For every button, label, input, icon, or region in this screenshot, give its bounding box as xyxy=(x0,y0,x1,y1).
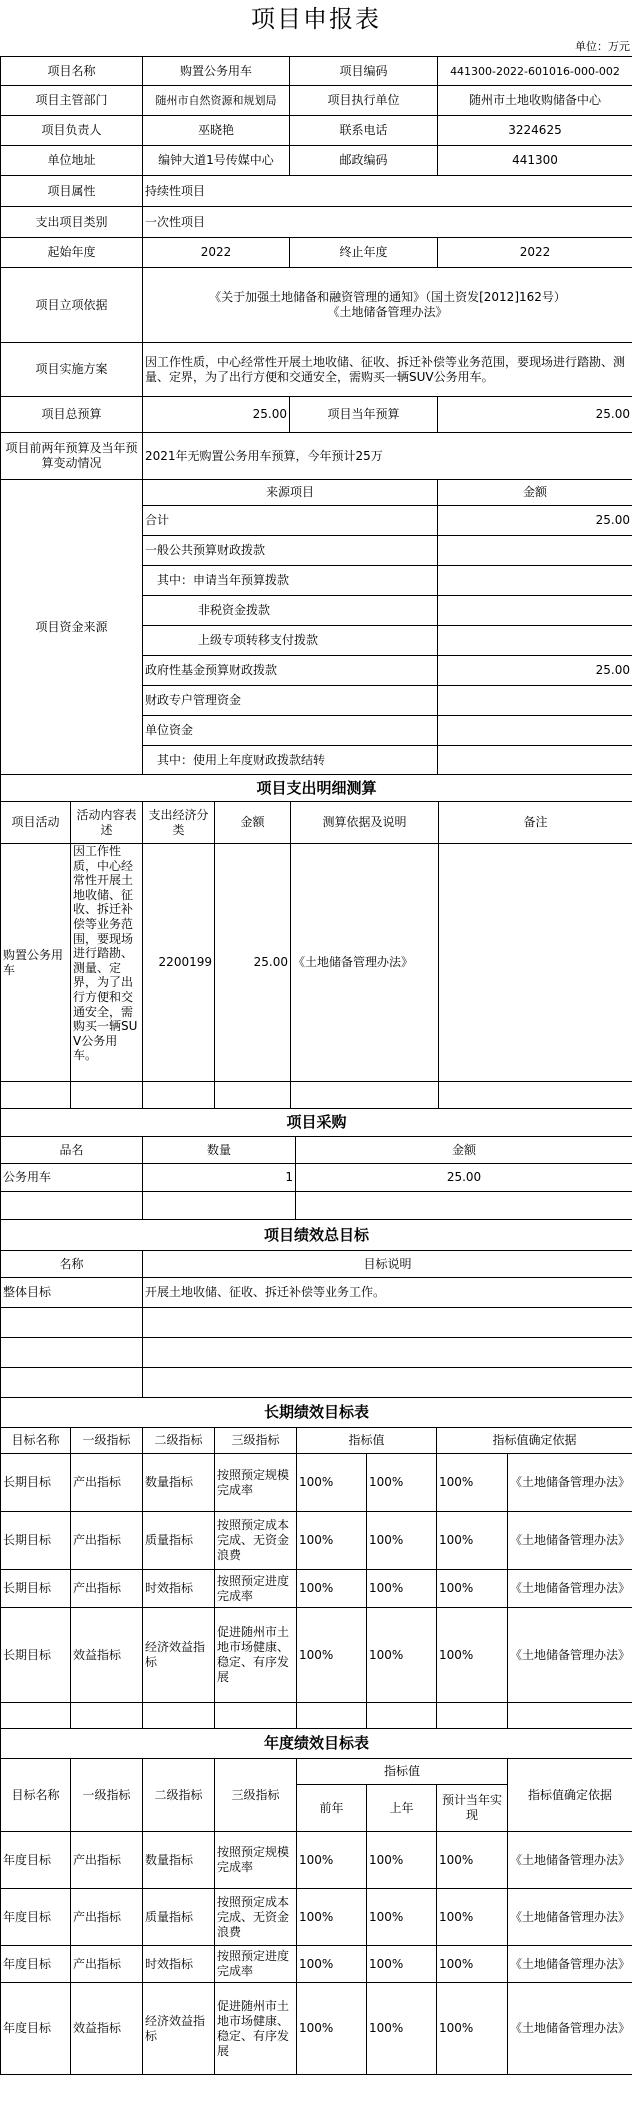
lt-level3: 按照预定进度完成率 xyxy=(215,1570,297,1608)
project-name-value: 购置公务用车 xyxy=(143,57,290,86)
detail-empty-cell xyxy=(71,1082,143,1109)
dept-label: 项目主管部门 xyxy=(1,86,143,116)
lt-level3: 按照预定规模完成率 xyxy=(215,1454,297,1512)
an-level3: 按照预定成本完成、无资金浪费 xyxy=(215,1889,297,1946)
longterm-header: 指标值 xyxy=(297,1428,437,1454)
annual-goal-table xyxy=(0,1728,632,2075)
unit-label: 单位：万元 xyxy=(575,40,630,53)
an-level1: 效益指标 xyxy=(71,1983,143,2075)
annual-subheader: 上年 xyxy=(367,1785,437,1832)
an-value: 100% xyxy=(437,1946,508,1983)
lt-value: 100% xyxy=(437,1570,508,1608)
start-year-value: 2022 xyxy=(143,238,290,268)
detail-econ-class: 2200199 xyxy=(143,844,215,1082)
detail-remark xyxy=(439,844,632,1082)
an-value: 100% xyxy=(297,1946,367,1983)
purchase-header: 品名 xyxy=(1,1137,143,1164)
funding-row-amount: 25.00 xyxy=(438,656,632,686)
lt-level2: 数量指标 xyxy=(143,1454,215,1512)
an-level1: 产出指标 xyxy=(71,1946,143,1983)
purchase-table xyxy=(0,1108,632,1220)
address-value: 编钟大道1号传媒中心 xyxy=(143,146,290,176)
an-goal: 年度目标 xyxy=(1,1889,71,1946)
exec-unit-label: 项目执行单位 xyxy=(290,86,438,116)
category-label: 支出项目类别 xyxy=(1,207,143,238)
lt-level2: 经济效益指标 xyxy=(143,1608,215,1703)
funding-source-label: 项目资金来源 xyxy=(1,480,143,775)
an-value: 100% xyxy=(297,1889,367,1946)
lt-empty-cell xyxy=(508,1703,632,1729)
lt-empty-cell xyxy=(71,1703,143,1729)
exec-unit-value: 随州市土地收购储备中心 xyxy=(438,86,632,116)
purchase-qty: 1 xyxy=(143,1164,296,1192)
lt-empty-cell xyxy=(367,1703,437,1729)
detail-empty-cell xyxy=(291,1082,439,1109)
purchase-empty-cell xyxy=(143,1192,296,1220)
funding-source-header: 来源项目 xyxy=(143,480,438,506)
funding-row-amount xyxy=(438,566,632,596)
an-level2: 数量指标 xyxy=(143,1832,215,1889)
annual-header: 目标名称 xyxy=(1,1759,71,1832)
lt-empty-cell xyxy=(437,1703,508,1729)
year-budget-value: 25.00 xyxy=(438,397,632,433)
detail-basis: 《土地储备管理办法》 xyxy=(291,844,439,1082)
funding-row-amount xyxy=(438,596,632,626)
purchase-empty-cell xyxy=(296,1192,632,1220)
basis-line-2: 《土地储备管理办法》 xyxy=(327,305,448,319)
overall-desc-header: 目标说明 xyxy=(143,1251,632,1278)
page-title: 项目申报表 xyxy=(251,5,381,33)
lt-empty-cell xyxy=(297,1703,367,1729)
annual-header: 指标值确定依据 xyxy=(508,1759,632,1832)
funding-row-amount xyxy=(438,626,632,656)
lt-empty-cell xyxy=(1,1703,71,1729)
detail-header: 支出经济分类 xyxy=(143,802,215,844)
funding-row-amount xyxy=(438,686,632,716)
an-level2: 经济效益指标 xyxy=(143,1983,215,2075)
overall-goal-title: 项目绩效总目标 xyxy=(1,1220,632,1251)
lt-goal: 长期目标 xyxy=(1,1454,71,1512)
purchase-header: 金额 xyxy=(296,1137,632,1164)
an-goal: 年度目标 xyxy=(1,1832,71,1889)
lt-goal: 长期目标 xyxy=(1,1512,71,1570)
overall-empty-cell xyxy=(1,1338,143,1368)
address-label: 单位地址 xyxy=(1,146,143,176)
funding-row-amount xyxy=(438,746,632,775)
project-code-label: 项目编码 xyxy=(290,57,438,86)
funding-row-amount xyxy=(438,536,632,566)
longterm-goal-table xyxy=(0,1397,632,1729)
longterm-header: 一级指标 xyxy=(71,1428,143,1454)
annual-title: 年度绩效目标表 xyxy=(1,1729,632,1759)
detail-header: 活动内容表述 xyxy=(71,802,143,844)
lt-value: 100% xyxy=(297,1454,367,1512)
overall-goal-table xyxy=(0,1219,632,1398)
start-year-label: 起始年度 xyxy=(1,238,143,268)
basis-label: 项目立项依据 xyxy=(1,268,143,343)
detail-header: 测算依据及说明 xyxy=(291,802,439,844)
postcode-value: 441300 xyxy=(438,146,632,176)
detail-header: 金额 xyxy=(215,802,291,844)
total-budget-value: 25.00 xyxy=(143,397,290,433)
attribute-value: 持续性项目 xyxy=(143,176,632,207)
lt-level1: 产出指标 xyxy=(71,1570,143,1608)
lt-empty-cell xyxy=(143,1703,215,1729)
purchase-amount: 25.00 xyxy=(296,1164,632,1192)
an-level2: 时效指标 xyxy=(143,1946,215,1983)
funding-row-amount: 25.00 xyxy=(438,506,632,536)
funding-row-name: 合计 xyxy=(143,506,438,536)
category-value: 一次性项目 xyxy=(143,207,632,238)
an-basis: 《土地储备管理办法》 xyxy=(508,1983,632,2075)
lt-value: 100% xyxy=(297,1570,367,1608)
an-value: 100% xyxy=(437,1983,508,2075)
an-value: 100% xyxy=(297,1983,367,2075)
year-budget-label: 项目当年预算 xyxy=(290,397,438,433)
purchase-item: 公务用车 xyxy=(1,1164,143,1192)
basic-info-table xyxy=(0,56,632,480)
overall-goal-name: 整体目标 xyxy=(1,1278,143,1308)
annual-header: 一级指标 xyxy=(71,1759,143,1832)
leader-value: 巫晓艳 xyxy=(143,116,290,146)
an-level1: 产出指标 xyxy=(71,1889,143,1946)
lt-goal: 长期目标 xyxy=(1,1608,71,1703)
an-basis: 《土地储备管理办法》 xyxy=(508,1946,632,1983)
phone-label: 联系电话 xyxy=(290,116,438,146)
lt-level3: 按照预定成本完成、无资金浪费 xyxy=(215,1512,297,1570)
an-value: 100% xyxy=(367,1832,437,1889)
annual-header: 三级指标 xyxy=(215,1759,297,1832)
overall-name-header: 名称 xyxy=(1,1251,143,1278)
lt-value: 100% xyxy=(297,1512,367,1570)
detail-header: 备注 xyxy=(439,802,632,844)
end-year-label: 终止年度 xyxy=(290,238,438,268)
an-basis: 《土地储备管理办法》 xyxy=(508,1889,632,1946)
overall-goal-desc: 开展土地收储、征收、拆迁补偿等业务工作。 xyxy=(143,1278,632,1308)
basis-value xyxy=(143,268,632,343)
an-value: 100% xyxy=(437,1832,508,1889)
lt-level1: 产出指标 xyxy=(71,1512,143,1570)
an-value: 100% xyxy=(297,1832,367,1889)
dept-value: 随州市自然资源和规划局 xyxy=(143,86,290,116)
detail-empty-cell xyxy=(439,1082,632,1109)
longterm-header: 指标值确定依据 xyxy=(437,1428,632,1454)
lt-basis: 《土地储备管理办法》 xyxy=(508,1454,632,1512)
an-level1: 产出指标 xyxy=(71,1832,143,1889)
overall-empty-cell xyxy=(1,1308,143,1338)
lt-value: 100% xyxy=(437,1512,508,1570)
lt-basis: 《土地储备管理办法》 xyxy=(508,1570,632,1608)
lt-basis: 《土地储备管理办法》 xyxy=(508,1512,632,1570)
lt-goal: 长期目标 xyxy=(1,1570,71,1608)
detail-header: 项目活动 xyxy=(1,802,71,844)
longterm-header: 目标名称 xyxy=(1,1428,71,1454)
an-level3: 按照预定进度完成率 xyxy=(215,1946,297,1983)
funding-row-name: 政府性基金预算财政拨款 xyxy=(143,656,438,686)
funding-source-table xyxy=(0,479,632,775)
leader-label: 项目负责人 xyxy=(1,116,143,146)
an-level2: 质量指标 xyxy=(143,1889,215,1946)
funding-row-name: 财政专户管理资金 xyxy=(143,686,438,716)
funding-row-name: 上级专项转移支付拨款 xyxy=(143,626,438,656)
lt-value: 100% xyxy=(297,1608,367,1703)
an-level3: 按照预定规模完成率 xyxy=(215,1832,297,1889)
detail-empty-cell xyxy=(215,1082,291,1109)
project-code-value: 441300-2022-601016-000-002 xyxy=(438,57,632,86)
lt-level3: 促进随州市土地市场健康、稳定、有序发展 xyxy=(215,1608,297,1703)
detail-empty-cell xyxy=(1,1082,71,1109)
lt-value: 100% xyxy=(367,1454,437,1512)
detail-empty-cell xyxy=(143,1082,215,1109)
overall-empty-cell xyxy=(143,1338,632,1368)
lt-level1: 效益指标 xyxy=(71,1608,143,1703)
purchase-title: 项目采购 xyxy=(1,1109,632,1137)
plan-value: 因工作性质，中心经常性开展土地收储、征收、拆迁补偿等业务范围，要现场进行踏勘、测量、定界，为了出行方便和交通安全，需购买一辆SUV公务用车。 xyxy=(143,343,632,397)
purchase-header: 数量 xyxy=(143,1137,296,1164)
funding-row-name: 其中：申请当年预算拨款 xyxy=(143,566,438,596)
an-value: 100% xyxy=(367,1946,437,1983)
an-value: 100% xyxy=(367,1889,437,1946)
lt-value: 100% xyxy=(367,1608,437,1703)
end-year-value: 2022 xyxy=(438,238,632,268)
budget-change-value: 2021年无购置公务用车预算，今年预计25万 xyxy=(143,433,632,480)
funding-row-name: 非税资金拨款 xyxy=(143,596,438,626)
an-value: 100% xyxy=(437,1889,508,1946)
an-basis: 《土地储备管理办法》 xyxy=(508,1832,632,1889)
annual-header: 二级指标 xyxy=(143,1759,215,1832)
postcode-label: 邮政编码 xyxy=(290,146,438,176)
funding-amount-header: 金额 xyxy=(438,480,632,506)
funding-row-name: 单位资金 xyxy=(143,716,438,746)
project-name-label: 项目名称 xyxy=(1,57,143,86)
overall-empty-cell xyxy=(1,1368,143,1398)
lt-value: 100% xyxy=(437,1608,508,1703)
plan-label: 项目实施方案 xyxy=(1,343,143,397)
longterm-header: 二级指标 xyxy=(143,1428,215,1454)
lt-value: 100% xyxy=(437,1454,508,1512)
total-budget-label: 项目总预算 xyxy=(1,397,143,433)
lt-value: 100% xyxy=(367,1512,437,1570)
an-level3: 促进随州市土地市场健康、稳定、有序发展 xyxy=(215,1983,297,2075)
lt-level2: 时效指标 xyxy=(143,1570,215,1608)
funding-row-amount xyxy=(438,716,632,746)
purchase-empty-cell xyxy=(1,1192,143,1220)
detail-content: 因工作性质，中心经常性开展土地收储、征收、拆迁补偿等业务范围，要现场进行踏勘、测量、定界，为了出行方便和交通安全，需购买一辆SUV公务用车。 xyxy=(71,844,143,1082)
funding-row-name: 其中：使用上年度财政拨款结转 xyxy=(143,746,438,775)
expenditure-detail-title: 项目支出明细测算 xyxy=(1,775,632,802)
attribute-label: 项目属性 xyxy=(1,176,143,207)
basis-line-1: 《关于加强土地储备和融资管理的通知》（国土资发[2012]162号） xyxy=(209,290,566,304)
lt-level2: 质量指标 xyxy=(143,1512,215,1570)
funding-row-name: 一般公共预算财政拨款 xyxy=(143,536,438,566)
annual-subheader: 前年 xyxy=(297,1785,367,1832)
an-value: 100% xyxy=(367,1983,437,2075)
lt-basis: 《土地储备管理办法》 xyxy=(508,1608,632,1703)
overall-empty-cell xyxy=(143,1308,632,1338)
an-goal: 年度目标 xyxy=(1,1946,71,1983)
lt-empty-cell xyxy=(215,1703,297,1729)
annual-subheader: 预计当年实现 xyxy=(437,1785,508,1832)
lt-level1: 产出指标 xyxy=(71,1454,143,1512)
an-goal: 年度目标 xyxy=(1,1983,71,2075)
annual-header: 指标值 xyxy=(297,1759,508,1785)
detail-amount: 25.00 xyxy=(215,844,291,1082)
detail-activity: 购置公务用车 xyxy=(1,844,71,1082)
budget-change-label: 项目前两年预算及当年预算变动情况 xyxy=(1,433,143,480)
phone-value: 3224625 xyxy=(438,116,632,146)
longterm-header: 三级指标 xyxy=(215,1428,297,1454)
longterm-title: 长期绩效目标表 xyxy=(1,1398,632,1428)
expenditure-detail-table xyxy=(0,774,632,1109)
lt-value: 100% xyxy=(367,1570,437,1608)
overall-empty-cell xyxy=(143,1368,632,1398)
